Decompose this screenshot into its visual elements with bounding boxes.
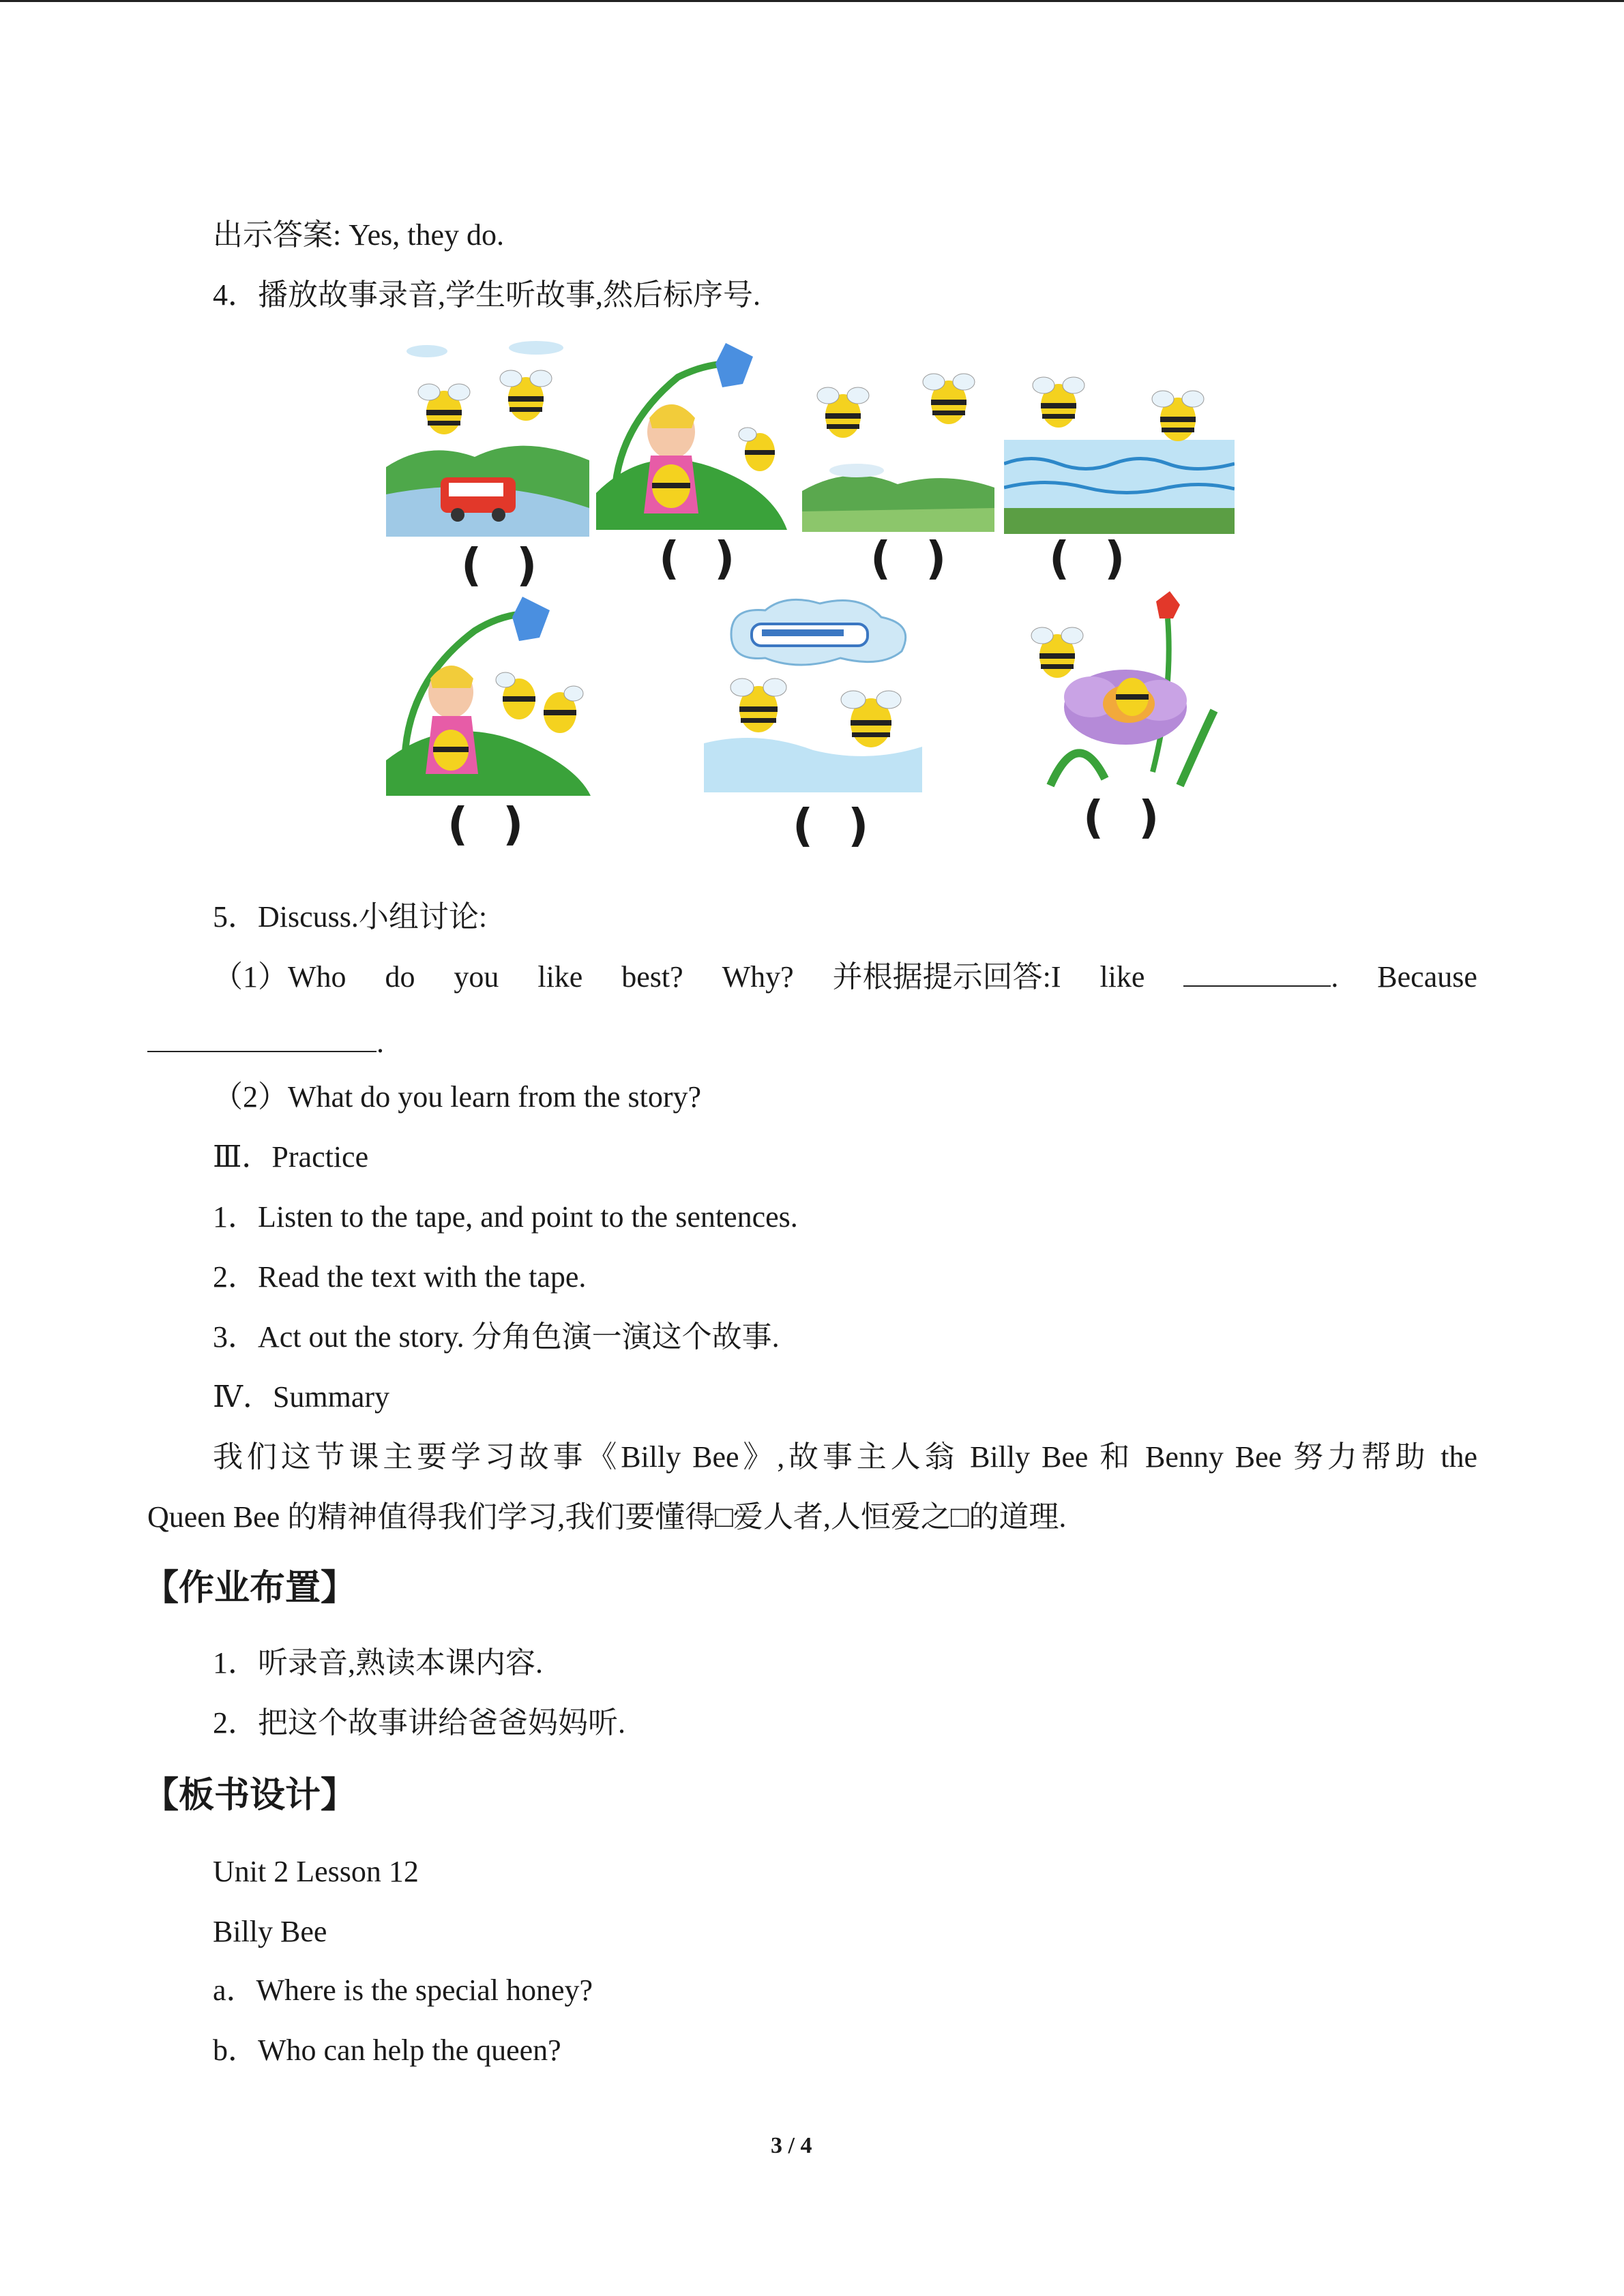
- order-blank-7[interactable]: ( ): [1083, 791, 1169, 844]
- picture-bee-on-flower: [1009, 588, 1218, 792]
- q1-word: （1）Who: [213, 960, 346, 994]
- practice-item-2: 2．Read the text with the tape.: [213, 1260, 587, 1294]
- order-blank-5[interactable]: ( ): [447, 798, 533, 850]
- q1-word: best?: [621, 960, 683, 994]
- q1-word: 并根据提示回答:I: [832, 960, 1061, 994]
- q1-word: Why?: [722, 960, 794, 994]
- answer-line: 出示答案: Yes, they do.: [213, 218, 505, 252]
- summary-heading: Ⅳ．Summary: [213, 1380, 390, 1414]
- practice-item-1: 1．Listen to the tape, and point to the sentences.: [213, 1200, 798, 1234]
- practice-item-3: 3．Act out the story. 分角色演一演这个故事.: [213, 1320, 780, 1354]
- summary-text-line-1: 我们这节课主要学习故事《Billy Bee》,故事主人翁 Billy Bee 和 Benny Bee 努力帮助 the: [213, 1440, 1477, 1474]
- q1-word: like: [1099, 960, 1145, 994]
- practice-heading: Ⅲ．Practice: [213, 1140, 369, 1174]
- page-number: 3 / 4: [771, 2133, 812, 2158]
- q1-word: you: [454, 960, 499, 994]
- q1-word: do: [385, 960, 415, 994]
- q1-word: like: [537, 960, 583, 994]
- summary-text-line-2: Queen Bee 的精神值得我们学习,我们要懂得□爱人者,人恒爱之□的道理.: [147, 1500, 1067, 1534]
- picture-bees-over-sea: [1004, 344, 1235, 534]
- answer-blank-2-end: .: [377, 1026, 384, 1059]
- step-5-line: 5．Discuss.小组讨论:: [213, 900, 488, 934]
- board-line-4: b．Who can help the queen?: [213, 2033, 561, 2067]
- homework-item-2: 2．把这个故事讲给爸爸妈妈听.: [213, 1706, 625, 1740]
- order-blank-3[interactable]: ( ): [870, 532, 956, 584]
- board-line-1: Unit 2 Lesson 12: [213, 1855, 419, 1888]
- board-design-heading: 【板书设计】: [143, 1775, 357, 1816]
- page-top-border: [0, 0, 1624, 2]
- board-line-3: a．Where is the special honey?: [213, 1973, 593, 2007]
- picture-bees-over-fields: [802, 348, 994, 532]
- picture-bees-dreaming-train: [704, 593, 922, 792]
- picture-bees-with-bus: [386, 338, 589, 537]
- picture-queen-under-flower: [596, 336, 794, 530]
- answer-blank-1[interactable]: .: [1183, 957, 1338, 997]
- answer-blank-2-line[interactable]: [147, 1023, 384, 1062]
- order-blank-4[interactable]: ( ): [1049, 532, 1135, 584]
- picture-queen-with-bees: [386, 597, 604, 796]
- order-blank-1[interactable]: ( ): [461, 539, 547, 591]
- step-4-line: 4．播放故事录音,学生听故事,然后标序号.: [213, 278, 761, 312]
- order-blank-6[interactable]: ( ): [793, 799, 879, 852]
- question-1-line: [213, 957, 1477, 997]
- homework-item-1: 1．听录音,熟读本课内容.: [213, 1646, 543, 1680]
- order-blank-2[interactable]: ( ): [659, 532, 745, 584]
- board-line-2: Billy Bee: [213, 1915, 327, 1948]
- homework-heading: 【作业布置】: [143, 1568, 357, 1609]
- q1-because: Because: [1377, 960, 1477, 994]
- question-2-line: （2）What do you learn from the story?: [213, 1080, 702, 1114]
